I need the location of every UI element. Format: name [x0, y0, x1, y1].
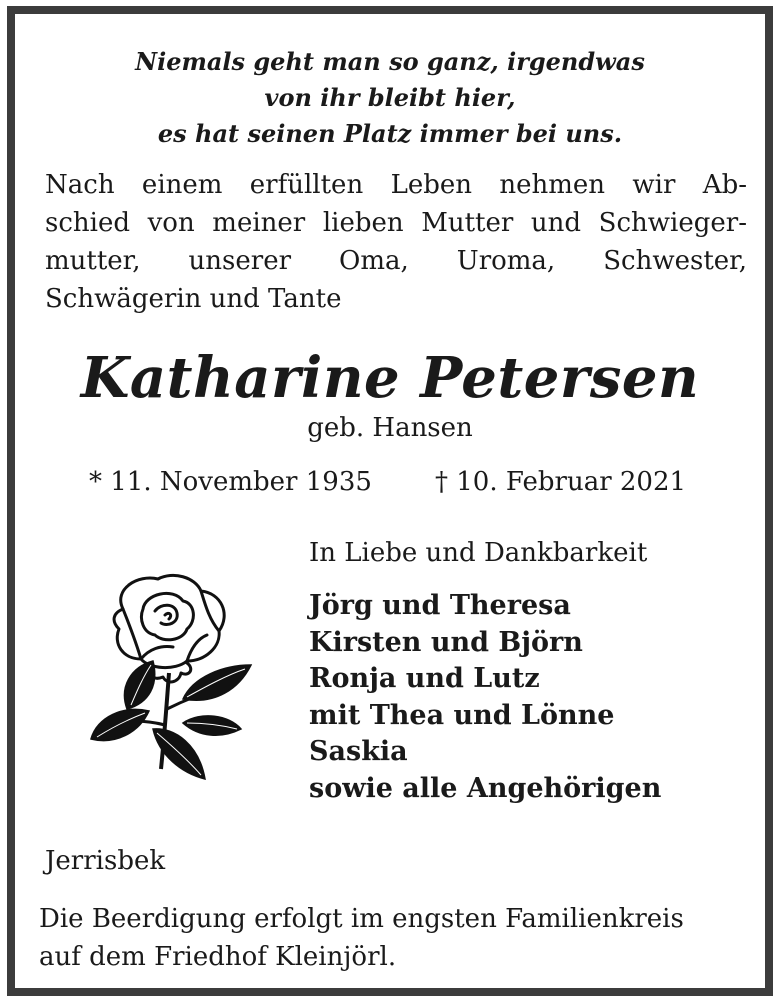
- mourner: Kirsten und Björn: [309, 626, 583, 658]
- mourner: mit Thea und Lönne: [309, 699, 615, 731]
- motto: [15, 44, 765, 152]
- intro-text: [45, 166, 747, 318]
- motto-line: es hat seinen Platz immer bei uns.: [157, 119, 623, 148]
- mourners-list: [309, 588, 661, 807]
- born-name: geb. Hansen: [307, 413, 473, 443]
- obituary-frame: [7, 6, 773, 996]
- rose-icon: [83, 569, 253, 789]
- birth-date: * 11. November 1935: [89, 467, 372, 497]
- motto-line: Niemals geht man so ganz, irgendwas: [135, 47, 645, 76]
- intro-line: schied von meiner lieben Mutter und Schwieger-: [45, 208, 747, 238]
- deceased-name: Katharine Petersen: [80, 345, 700, 411]
- intro-line: Nach einem erfüllten Leben nehmen wir Ab-: [45, 170, 747, 200]
- funeral-notice: [39, 900, 749, 976]
- mourner: Ronja und Lutz: [309, 663, 540, 694]
- intro-line: mutter, unserer Oma, Uroma, Schwester,: [45, 246, 747, 276]
- motto-line: von ihr bleibt hier,: [264, 83, 516, 112]
- mourner: Jörg und Theresa: [309, 590, 571, 621]
- mourner: sowie alle Angehörigen: [309, 772, 662, 804]
- dedication: In Liebe und Dankbarkeit: [309, 538, 648, 568]
- funeral-line: Die Beerdigung erfolgt im engsten Familienkreis: [39, 904, 684, 934]
- death-date: † 10. Februar 2021: [435, 467, 687, 497]
- intro-line: Schwägerin und Tante: [45, 284, 342, 314]
- funeral-line: auf dem Friedhof Kleinjörl.: [39, 942, 397, 972]
- mourner: Saskia: [309, 736, 408, 767]
- place: Jerrisbek: [45, 846, 166, 876]
